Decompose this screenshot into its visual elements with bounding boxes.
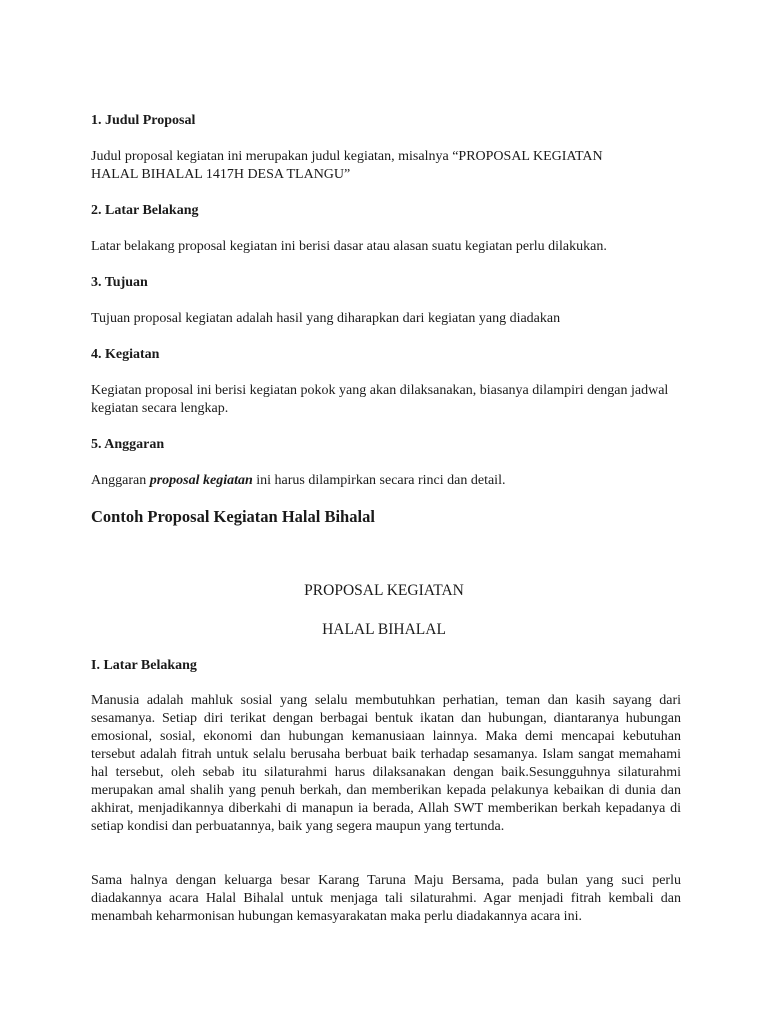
section-text-anggaran [91,472,681,490]
section-heading-judul: 1. Judul Proposal [91,113,196,128]
section-text-kegiatan: Kegiatan proposal ini berisi kegiatan pokok yang akan dilaksanakan, biasanya dilampiri dengan jadwal kegiatan secara lengkap. [91,383,669,416]
background-heading: I. Latar Belakang [91,658,197,673]
proposal-subtitle: HALAL BIHALAL [322,621,446,638]
anggaran-text-emphasis: proposal kegiatan [149,473,253,488]
anggaran-text-before: Anggaran [91,473,150,488]
proposal-title: PROPOSAL KEGIATAN [304,582,464,599]
background-paragraph-2: Sama halnya dengan keluarga besar Karang Taruna Maju Bersama, pada bulan yang suci perlu diadakannya acara Halal Bihalal untuk menjaga tali silaturahmi. Agar menjadi fitrah kembali dan menambah keharmonisan hubungan kemasyarakatan maka perlu diadakannya acara ini. [91,873,681,924]
section-heading-anggaran: 5. Anggaran [91,437,165,452]
anggaran-text-after: ini harus dilampirkan secara rinci dan detail. [252,473,506,488]
background-paragraph-1: Manusia adalah mahluk sosial yang selalu membutuhkan perhatian, teman dan kasih sayang dari sesamanya. Setiap diri terikat dengan berbagai bentuk ikatan dan hubungan, diantaranya hubungan emosional, sosial, ekonomi dan hubungan kemanusiaan lainnya. Maka demi mencapai kebutuhan tersebut adalah fitrah untuk selalu berusaha berbuat baik terhadap sesamanya. Islam sangat memahami hal tersebut, oleh sebab itu silaturahmi harus dilaksanakan dengan baik.Sesungguhnya silaturahmi merupakan amal shalih yang penuh berkah, dan memberikan kepada pelakunya kebaikan di dunia dan akhirat, menjadikannya diberkahi di manapun ia berada, Allah SWT memberikan berkah kepadanya di setiap kondisi dan perbuatannya, baik yang segera maupun yang tertunda. [91,693,681,834]
example-heading: Contoh Proposal Kegiatan Halal Bihalal [91,507,375,526]
section-heading-latar: 2. Latar Belakang [91,203,199,218]
section-text-latar: Latar belakang proposal kegiatan ini berisi dasar atau alasan suatu kegiatan perlu dilakukan. [91,239,607,254]
section-text-tujuan: Tujuan proposal kegiatan adalah hasil yang diharapkan dari kegiatan yang diadakan [91,311,561,326]
section-heading-tujuan: 3. Tujuan [91,275,148,290]
section-text-judul: Judul proposal kegiatan ini merupakan judul kegiatan, misalnya “PROPOSAL KEGIATAN HALAL BIHALAL 1417H DESA TLANGU” [91,149,603,182]
section-heading-kegiatan: 4. Kegiatan [91,347,160,362]
